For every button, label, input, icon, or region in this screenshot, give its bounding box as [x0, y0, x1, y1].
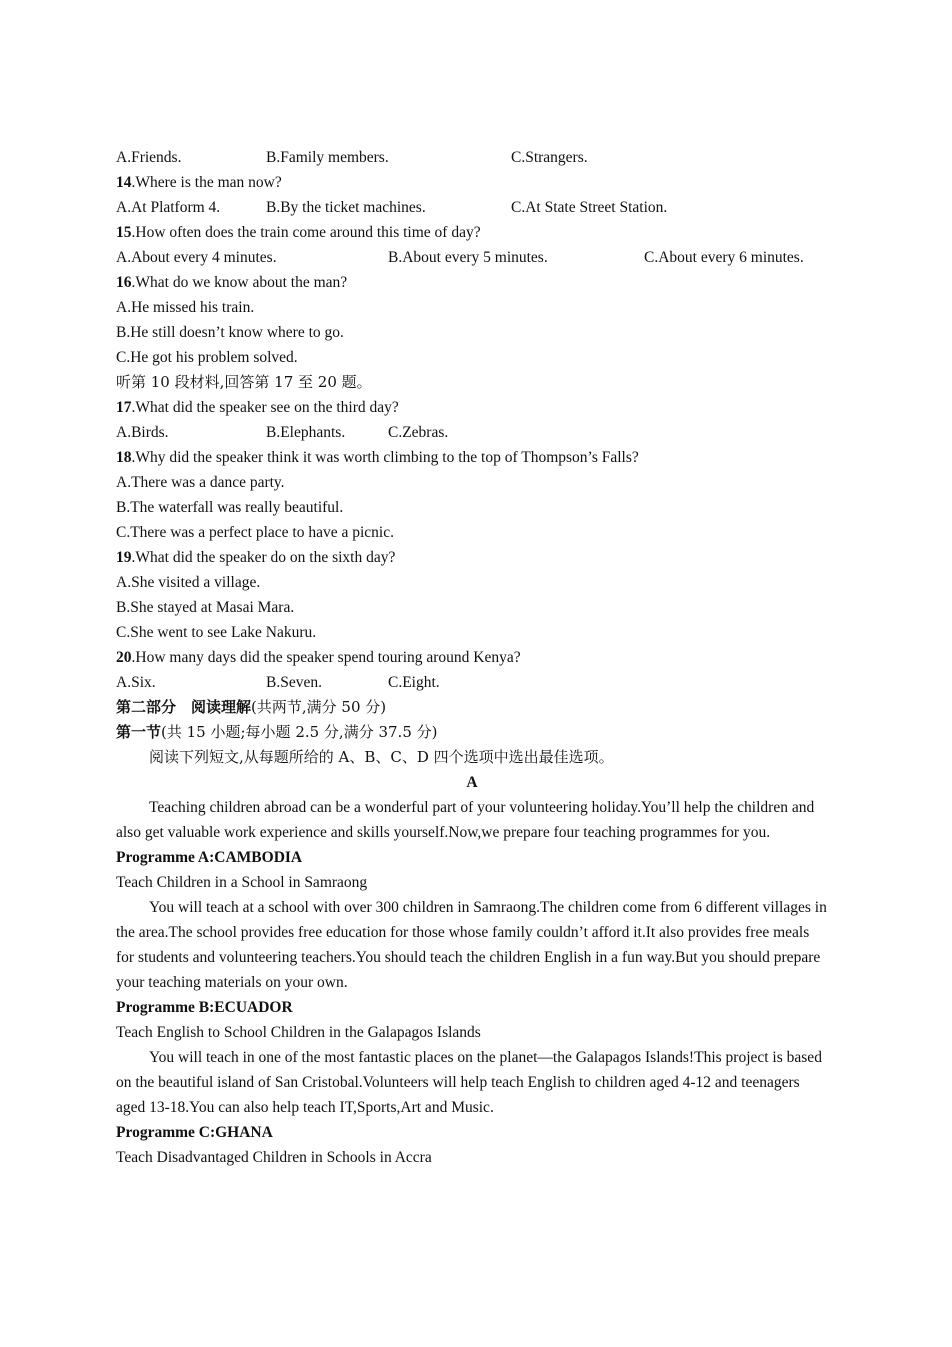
q17-option-b: B.Elephants. — [266, 424, 346, 441]
q20-option-b: B.Seven. — [266, 674, 322, 691]
reading-instruction: 阅读下列短文,从每题所给的 A、B、C、D 四个选项中选出最佳选项。 — [149, 748, 614, 766]
q13-options — [116, 145, 828, 170]
q16-option-c: C.He got his problem solved. — [116, 349, 298, 366]
question-17 — [116, 395, 828, 420]
programme-b-body: You will teach in one of the most fantastic places on the planet—the Galapagos Islands!This project is based on the beautiful island of San Cristobal.Volunteers will help teach English to children aged 4-12 and teenagers aged 13-18.You can also help teach IT,Sports,Art and Music. — [116, 1049, 822, 1116]
question-text: .What do we know about the man? — [131, 274, 348, 291]
part-2-title: 第二部分 阅读理解 — [116, 698, 252, 716]
question-text: .Why did the speaker think it was worth climbing to the top of Thompson’s Falls? — [131, 449, 639, 466]
question-text: .Where is the man now? — [131, 174, 282, 191]
programme-a-body: You will teach at a school with over 300 children in Samraong.The children come from 6 different villages in the area.The school provides free education for those whose family couldn’t afford it.It also provides free meals for students and volunteering teachers.You should teach the children English in a fun way.But you should prepare your teaching materials on your own. — [116, 899, 827, 991]
q16-option-a: A.He missed his train. — [116, 299, 255, 316]
q19-option-a: A.She visited a village. — [116, 574, 261, 591]
programme-label: Programme C — [116, 1124, 210, 1141]
question-number: 16 — [116, 274, 132, 291]
q15-option-b: B.About every 5 minutes. — [388, 249, 548, 266]
programme-c-heading — [116, 1120, 828, 1145]
q13-option-c: C.Strangers. — [511, 149, 588, 166]
q14-option-c: C.At State Street Station. — [511, 199, 668, 216]
q20-option-a: A.Six. — [116, 674, 156, 691]
question-text: .How many days did the speaker spend touring around Kenya? — [131, 649, 521, 666]
section-1-note: (共 15 小题;每小题 2.5 分,满分 37.5 分) — [161, 723, 438, 741]
question-15 — [116, 220, 828, 245]
question-number: 15 — [116, 224, 132, 241]
question-19 — [116, 545, 828, 570]
q14-option-a: A.At Platform 4. — [116, 199, 221, 216]
q18-option-b: B.The waterfall was really beautiful. — [116, 499, 344, 516]
question-16 — [116, 270, 828, 295]
programme-b-subtitle: Teach English to School Children in the Galapagos Islands — [116, 1024, 481, 1041]
q16-option-b: B.He still doesn’t know where to go. — [116, 324, 344, 341]
question-text: .How often does the train come around this time of day? — [131, 224, 481, 241]
programme-b-heading — [116, 995, 828, 1020]
programme-c-subtitle: Teach Disadvantaged Children in Schools in Accra — [116, 1149, 432, 1166]
part-2-note: (共两节,满分 50 分) — [251, 698, 387, 716]
programme-label: Programme B — [116, 999, 210, 1016]
q17-option-c: C.Zebras. — [388, 424, 449, 441]
question-text: .What did the speaker see on the third day? — [131, 399, 399, 416]
q18-option-c: C.There was a perfect place to have a picnic. — [116, 524, 394, 541]
q14-option-b: B.By the ticket machines. — [266, 199, 426, 216]
question-number: 14 — [116, 174, 132, 191]
programme-country: :CAMBODIA — [209, 849, 303, 866]
question-14 — [116, 170, 828, 195]
part-2-heading — [116, 695, 828, 720]
q19-option-c: C.She went to see Lake Nakuru. — [116, 624, 317, 641]
question-number: 19 — [116, 549, 132, 566]
question-text: .What did the speaker do on the sixth day? — [131, 549, 396, 566]
question-18 — [116, 445, 828, 470]
q18-option-a: A.There was a dance party. — [116, 474, 285, 491]
programme-label: Programme A — [116, 849, 210, 866]
q15-options — [116, 245, 828, 270]
q20-options — [116, 670, 828, 695]
q17-option-a: A.Birds. — [116, 424, 169, 441]
programme-country: :GHANA — [209, 1124, 273, 1141]
section-1-title: 第一节 — [116, 723, 162, 741]
q20-option-c: C.Eight. — [388, 674, 440, 691]
passage-intro: Teaching children abroad can be a wonderful part of your volunteering holiday.You’ll help the children and also get valuable work experience and skills yourself.Now,we prepare four teaching programmes for you. — [116, 799, 815, 841]
q15-option-a: A.About every 4 minutes. — [116, 249, 277, 266]
question-20 — [116, 645, 828, 670]
passage-label: A — [466, 774, 478, 791]
section-10-instruction: 听第 10 段材料,回答第 17 至 20 题。 — [116, 373, 372, 391]
q14-options — [116, 195, 828, 220]
question-number: 17 — [116, 399, 132, 416]
section-1-heading — [116, 720, 828, 745]
programme-a-heading — [116, 845, 828, 870]
q13-option-b: B.Family members. — [266, 149, 389, 166]
programme-country: :ECUADOR — [209, 999, 293, 1016]
q19-option-b: B.She stayed at Masai Mara. — [116, 599, 295, 616]
q17-options — [116, 420, 828, 445]
q15-option-c: C.About every 6 minutes. — [644, 249, 804, 266]
programme-a-subtitle: Teach Children in a School in Samraong — [116, 874, 368, 891]
exam-page — [116, 145, 828, 1170]
question-number: 18 — [116, 449, 132, 466]
question-number: 20 — [116, 649, 132, 666]
q13-option-a: A.Friends. — [116, 149, 182, 166]
